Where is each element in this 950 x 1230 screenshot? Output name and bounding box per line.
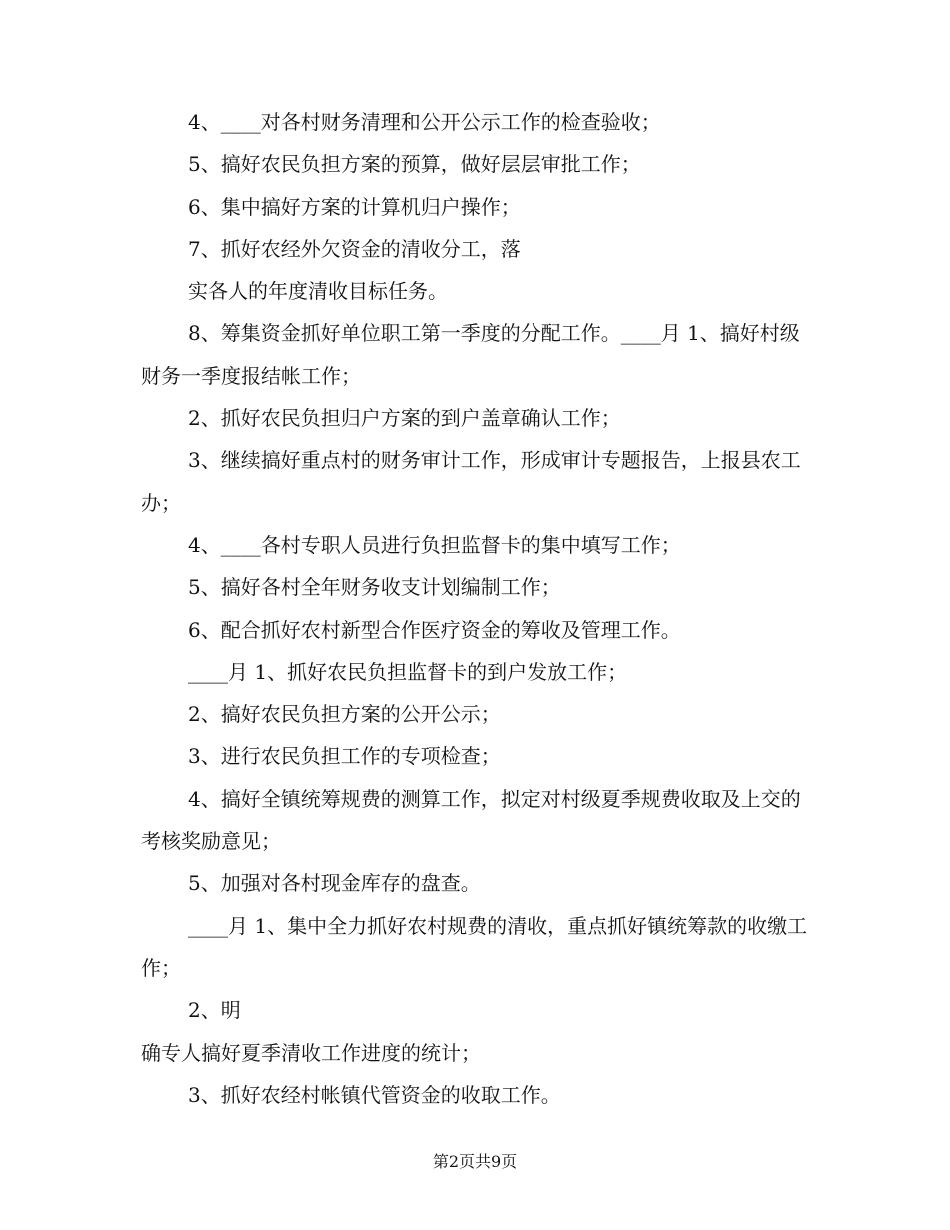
paragraph-2: 5、搞好农民负担方案的预算，做好层层审批工作；	[188, 152, 641, 177]
paragraph-14: 3、进行农民负担工作的专项检查；	[188, 744, 501, 769]
paragraph-10: 5、搞好各村全年财务收支计划编制工作；	[188, 575, 561, 600]
paragraph-3: 6、集中搞好方案的计算机归户操作；	[188, 194, 521, 219]
paragraph-20: 3、抓好农经村帐镇代管资金的收取工作。	[188, 1082, 561, 1107]
paragraph-5: 实各人的年度清收目标任务。	[188, 279, 448, 304]
paragraph-13: 2、搞好农民负担方案的公开公示；	[188, 702, 501, 727]
paragraph-8: 3、继续搞好重点村的财务审计工作，形成审计专题报告，上报县农工办；	[141, 448, 801, 515]
paragraph-7: 2、抓好农民负担归户方案的到户盖章确认工作；	[188, 406, 621, 431]
paragraph-18: 2、明	[188, 998, 241, 1023]
page-number-footer: 第2页共9页	[432, 1152, 518, 1171]
paragraph-6: 8、筹集资金抓好单位职工第一季度的分配工作。____月 1、搞好村级财务一季度报结帐工作；	[141, 321, 800, 388]
paragraph-4: 7、抓好农经外欠资金的清收分工，落	[188, 236, 521, 261]
paragraph-1: 4、____对各村财务清理和公开公示工作的检查验收；	[188, 110, 661, 134]
paragraph-19: 确专人搞好夏季清收工作进度的统计；	[141, 1040, 481, 1065]
paragraph-16: 5、加强对各村现金库存的盘查。	[188, 871, 481, 896]
paragraph-17: ____月 1、集中全力抓好农村规费的清收，重点抓好镇统筹款的收缴工作；	[141, 913, 808, 980]
paragraph-15: 4、搞好全镇统筹规费的测算工作，拟定对村级夏季规费收取及上交的考核奖励意见；	[141, 786, 801, 854]
paragraph-9: 4、____各村专职人员进行负担监督卡的集中填写工作；	[188, 532, 681, 557]
document-body	[141, 101, 809, 1116]
paragraph-12: ____月 1、抓好农民负担监督卡的到户发放工作；	[188, 659, 628, 684]
paragraph-11: 6、配合抓好农村新型合作医疗资金的筹收及管理工作。	[188, 617, 681, 642]
